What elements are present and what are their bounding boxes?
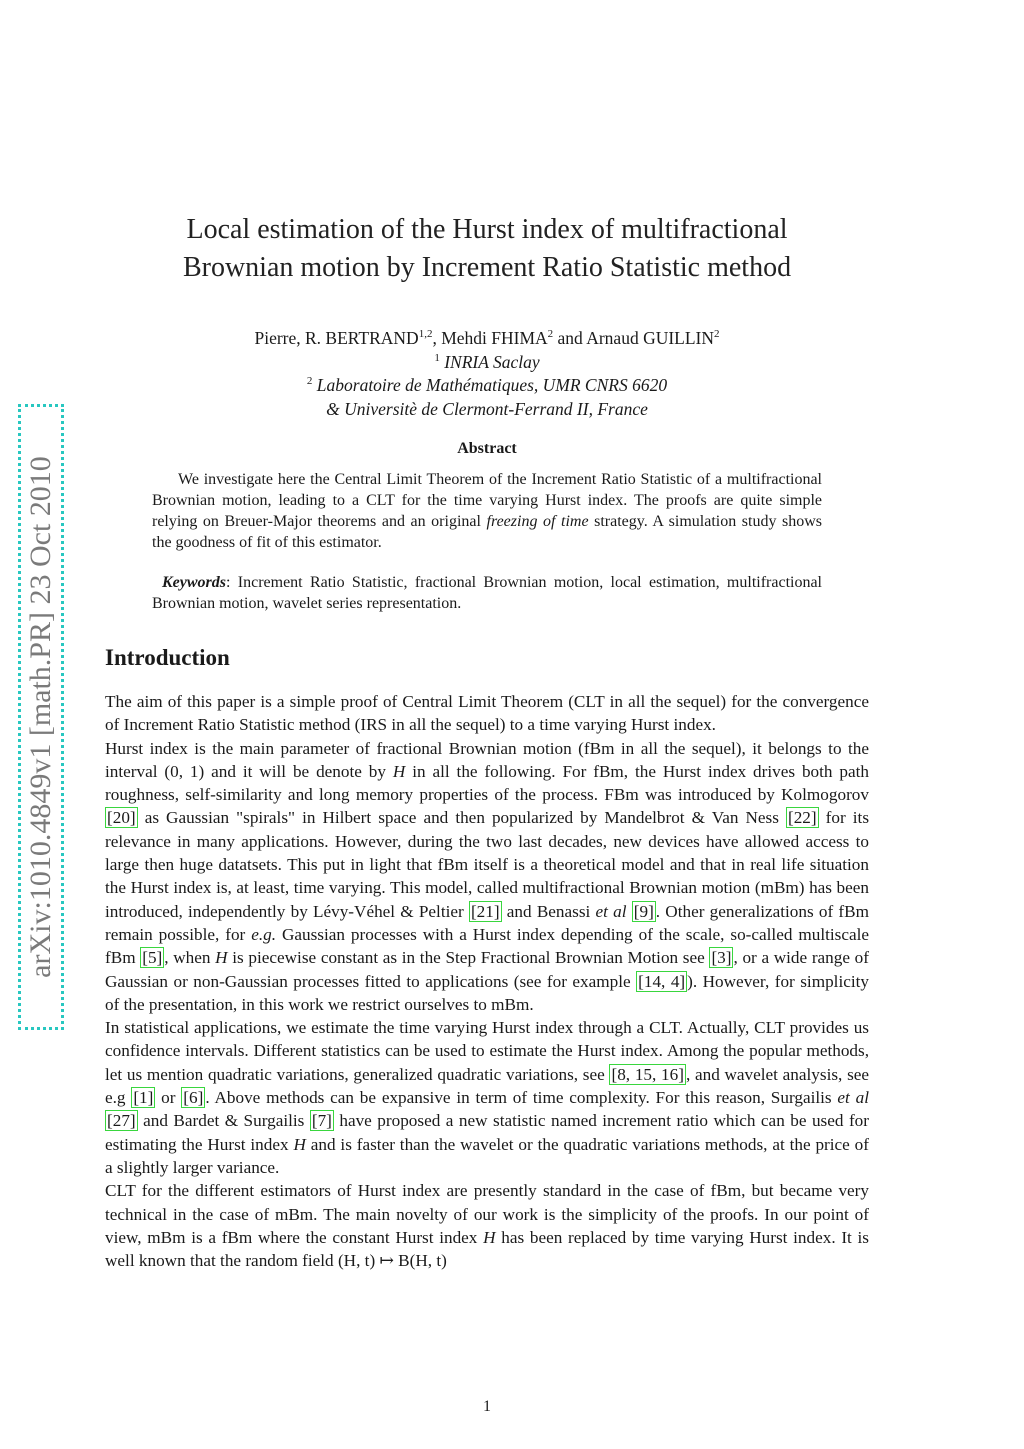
introduction-body [105, 690, 869, 1272]
citation-link[interactable]: [1] [133, 1088, 154, 1108]
title-line-2: Brownian motion by Increment Ratio Statistic method [182, 252, 792, 283]
author-3: and Arnaud GUILLIN [553, 328, 715, 348]
keywords-label: Keywords [162, 574, 226, 591]
author-2: , Mehdi FHIMA [432, 328, 548, 348]
paper-title [0, 211, 974, 287]
math-formula: (H, t) ↦ B(H, t) [337, 1251, 447, 1271]
affiliation-1-num: 1 [434, 351, 440, 364]
title-line-1: Local estimation of the Hurst index of multifractional [186, 214, 788, 245]
eg-abbrev: e.g. [251, 924, 277, 944]
keywords-text: : Increment Ratio Statistic, fractional Brownian motion, local estimation, multifractional Brownian motion, wavelet series representation. [152, 574, 822, 612]
citation-link[interactable]: [20] [107, 808, 136, 828]
intro-paragraph-1: The aim of this paper is a simple proof of Central Limit Theorem (CLT in all the sequel) for the convergence of Increment Ratio Statistic method (IRS in all the sequel) to a time varying Hurst index. [105, 692, 869, 735]
citation-link[interactable]: [6] [183, 1088, 204, 1108]
affiliation-1 [0, 351, 974, 375]
math-h: H [483, 1227, 496, 1247]
math-h: H [392, 761, 406, 781]
page-number: 1 [483, 1398, 491, 1415]
abstract-body [152, 469, 822, 553]
affiliation-2 [0, 374, 974, 398]
abstract-text-1: We investigate here the Central Limit Theorem of the Increment Ratio Statistic of a multifractional Brownian motion, leading to a CLT for the time varying Hurst index. The proofs are quite simple relying on Breuer-Major theorems and an original [152, 471, 822, 530]
et-al: et al [595, 901, 627, 921]
et-al: et al [837, 1088, 869, 1108]
math-h: H [215, 948, 228, 968]
affiliation-2-num: 2 [306, 375, 313, 387]
abstract-text-2: strategy. A simulation study shows the goodness of fit of this estimator. [152, 513, 823, 551]
abstract-italic: freezing of time [486, 513, 589, 530]
author-2-affil: 2 [547, 328, 554, 340]
affiliation-1-text: INRIA Saclay [444, 351, 540, 372]
intro-paragraph-4: CLT for the different estimators of Hurst index are presently standard in the case of fBm, but became very technical in the case of mBm. The main novelty of our work is the simplicity of the proofs. In our point of view, mBm is a fBm where the constant Hurst index H has been replaced by time varying Hurst index. It is well known that the random field (H, t) ↦ B(H, t) [105, 1181, 869, 1271]
arxiv-identifier[interactable]: arXiv:1010.4849v1 [math.PR] 23 Oct 2010 [24, 456, 57, 978]
author-3-affil: 2 [714, 328, 720, 340]
citation-link[interactable]: [14, 4] [638, 971, 686, 991]
citation-link[interactable]: [8, 15, 16] [611, 1064, 684, 1084]
math-interval: (0, 1) [164, 761, 205, 781]
citation-link[interactable]: [5] [142, 948, 163, 968]
citation-link[interactable]: [9] [633, 901, 654, 921]
section-heading-introduction: Introduction [105, 645, 230, 670]
author-1-affil: 1,2 [418, 328, 433, 340]
abstract-paragraph [152, 469, 822, 553]
author-block [0, 327, 974, 421]
citation-link[interactable]: [27] [107, 1111, 136, 1131]
affiliation-3: & Universitè de Clermont-Ferrand II, France [326, 398, 648, 419]
intro-paragraph-2: Hurst index is the main parameter of fractional Brownian motion (fBm in all the sequel), it belongs to the interval (0, 1) and it will be denote by H in all the following. For fBm, the Hurst index drives both path roughness, self-similarity and long memory properties of the process. FBm was introduced by Kolmogorov [20] as Gaussian "spirals" in Hilbert space and then popularized by Mandelbrot & Van Ness [22] for its relevance in many applications. However, during the two last decades, new devices have allowed access to large then huge datatsets. This put in light that fBm itself is a theoretical model and that in real life situation the Hurst index is, at least, time varying. This model, called multifractional Brownian motion (mBm) has been introduced, independently by Lévy-Véhel & Peltier [21] and Benassi et al [9] . Other generalizations of fBm remain possible, for e.g. Gaussian processes with a Hurst index depending of the scale, so-called multiscale fBm [5] , when H is piecewise constant as in the Step Fractional Brownian Motion see [3] , or a wide range of Gaussian or non-Gaussian processes fitted to applications (see for example [14, 4] ). However, for simplicity of the presentation, in this work we restrict ourselves to mBm. [105, 738, 870, 1014]
citation-link[interactable]: [3] [711, 948, 732, 968]
citation-link[interactable]: [7] [311, 1111, 332, 1131]
citation-link[interactable]: [21] [470, 901, 500, 921]
arxiv-stamp[interactable] [18, 404, 64, 1030]
citation-link[interactable]: [22] [787, 808, 817, 828]
abstract-heading: Abstract [457, 440, 517, 457]
intro-paragraph-3: In statistical applications, we estimate the time varying Hurst index through a CLT. Actually, CLT provides us confidence intervals. Different statistics can be used to estimate the Hurst index. Among the popular methods, let us mention quadratic variations, generalized quadratic variations, see [8, 15, 16] , and wavelet analysis, see e.g [1] or [6] . Above methods can be expansive in term of time complexity. For this reason, Surgailis et al [27] and Bardet & Surgailis [7] have proposed a new statistic named increment ratio which can be used for estimating the Hurst index H and is faster than the wavelet or the quadratic variations methods, at the price of a slightly larger variance. [105, 1018, 870, 1177]
author-line [0, 327, 974, 351]
author-1: Pierre, R. BERTRAND [254, 328, 419, 348]
math-h: H [293, 1134, 306, 1154]
keywords [152, 572, 822, 614]
affiliation-2-text: Laboratoire de Mathématiques, UMR CNRS 6620 [316, 375, 668, 395]
